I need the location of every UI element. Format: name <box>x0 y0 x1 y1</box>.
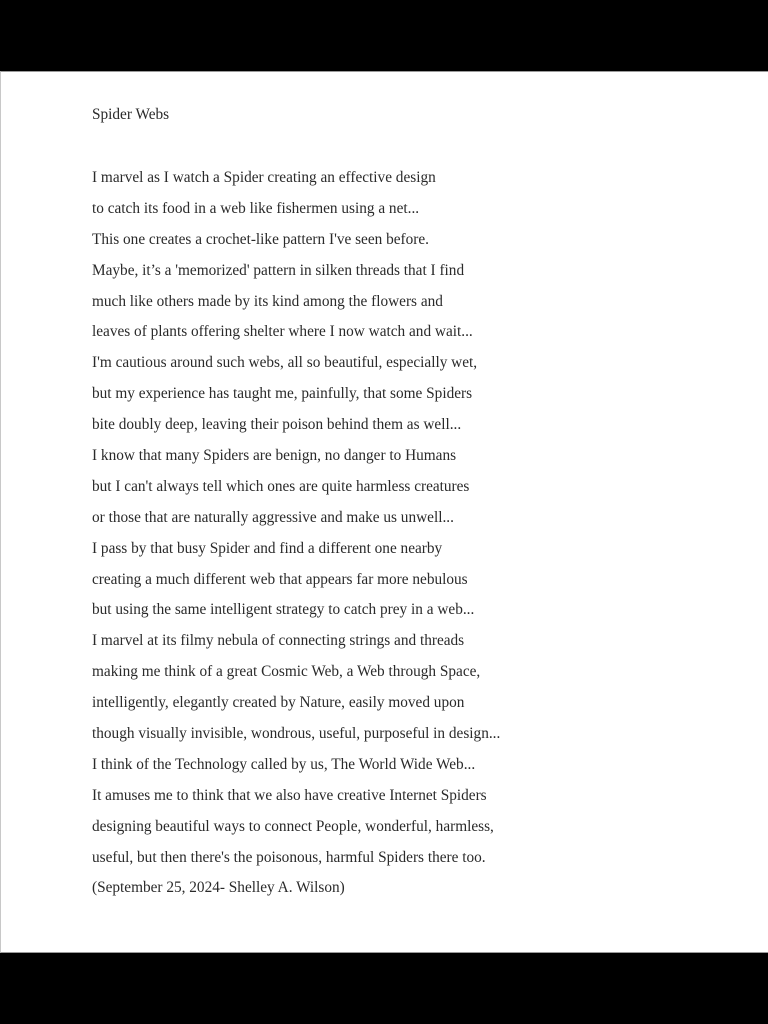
poem-line: I marvel as I watch a Spider creating an effective design <box>92 169 436 186</box>
poem-line: much like others made by its kind among the flowers and <box>92 292 443 310</box>
poem-line: creating a much different web that appears far more nebulous <box>92 570 468 588</box>
poem-line: designing beautiful ways to connect People, wonderful, harmless, <box>92 817 494 835</box>
poem-line: I think of the Technology called by us, The World Wide Web... <box>92 755 476 773</box>
bottom-letterbox-bar <box>0 953 768 1024</box>
poem-line: to catch its food in a web like fishermen using a net... <box>92 199 420 217</box>
poem-line: I pass by that busy Spider and find a different one nearby <box>92 539 443 557</box>
poem-signature: (September 25, 2024- Shelley A. Wilson) <box>92 879 345 897</box>
poem-line: I marvel at its filmy nebula of connecting strings and threads <box>92 632 465 650</box>
document-page <box>0 71 768 953</box>
poem-line: I know that many Spiders are benign, no danger to Humans <box>92 447 457 465</box>
poem-content <box>92 105 500 909</box>
poem-body <box>92 168 500 909</box>
poem-line: bite doubly deep, leaving their poison behind them as well... <box>92 416 462 434</box>
top-letterbox-bar <box>0 0 768 71</box>
poem-line: making me think of a great Cosmic Web, a Web through Space, <box>92 663 481 681</box>
poem-line: or those that are naturally aggressive and make us unwell... <box>92 508 454 526</box>
poem-line: This one creates a crochet-like pattern I've seen before. <box>92 230 429 248</box>
poem-line: I'm cautious around such webs, all so beautiful, especially wet, <box>92 354 478 372</box>
poem-line: but my experience has taught me, painfully, that some Spiders <box>92 385 473 403</box>
poem-line: It amuses me to think that we also have creative Internet Spiders <box>92 786 487 804</box>
poem-title: Spider Webs <box>92 106 170 123</box>
poem-line: but I can't always tell which ones are quite harmless creatures <box>92 477 470 495</box>
poem-line: Maybe, it’s a 'memorized' pattern in silken threads that I find <box>92 261 465 279</box>
poem-line: intelligently, elegantly created by Nature, easily moved upon <box>92 694 465 712</box>
poem-line: useful, but then there's the poisonous, harmful Spiders there too. <box>92 848 486 866</box>
poem-line: though visually invisible, wondrous, useful, purposeful in design... <box>92 725 501 743</box>
poem-line: leaves of plants offering shelter where I now watch and wait... <box>92 323 473 341</box>
poem-line: but using the same intelligent strategy to catch prey in a web... <box>92 601 475 619</box>
